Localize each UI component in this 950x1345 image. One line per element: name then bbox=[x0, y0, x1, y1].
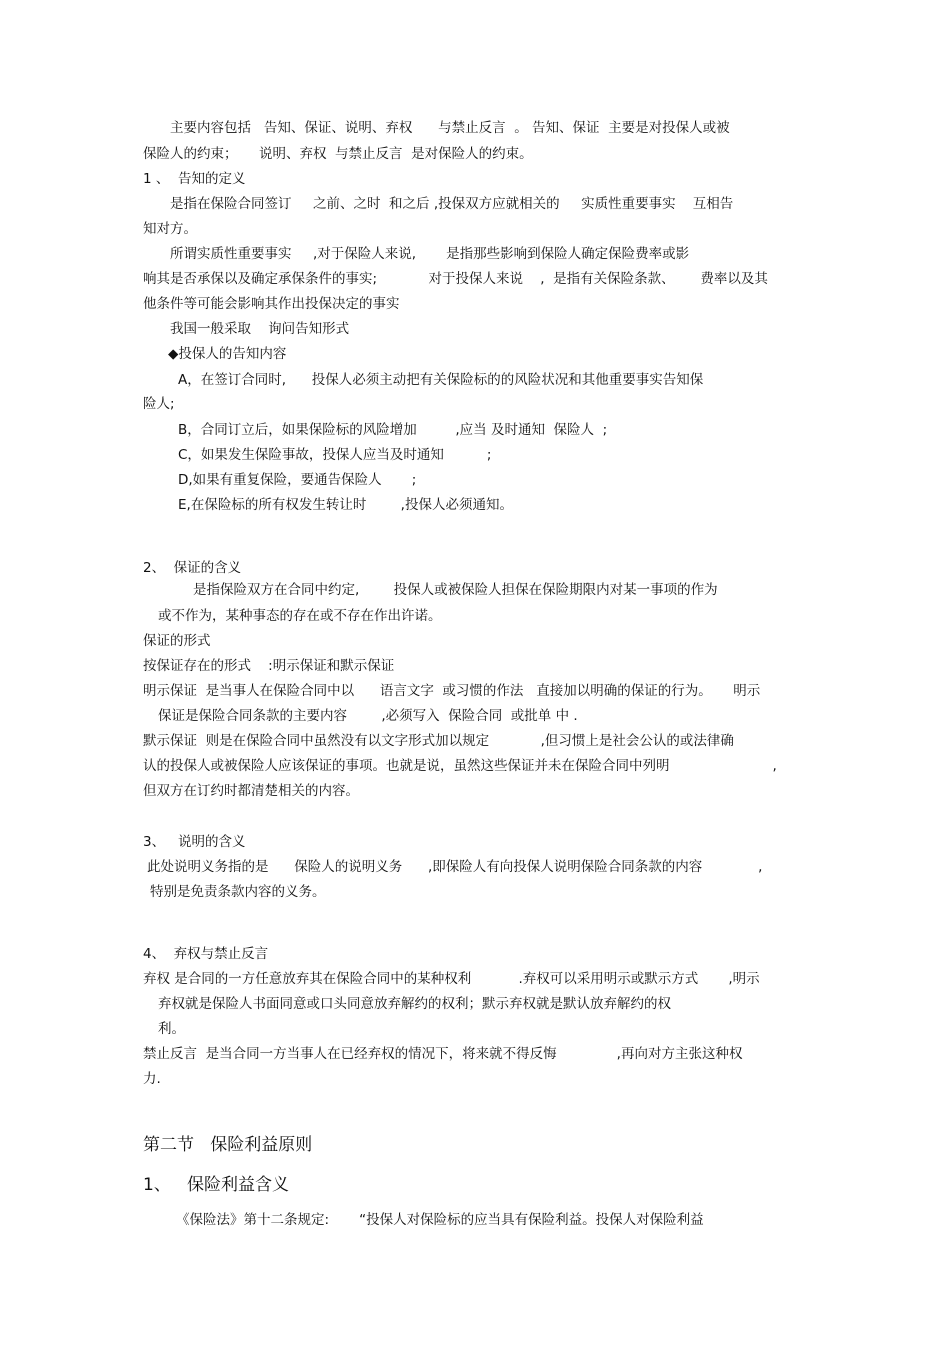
section-heading: 4、 弃权与禁止反言 bbox=[143, 946, 269, 962]
paragraph-line: 他条件等可能会影响其作出投保决定的事实 bbox=[143, 296, 400, 312]
paragraph-line: 是指保险双方在合同中约定, 投保人或被保险人担保在保险期限内对某一事项的作为 bbox=[193, 582, 718, 598]
list-item: E,在保险标的所有权发生转让时 ,投保人必须通知。 bbox=[178, 497, 513, 513]
paragraph-line: 知对方。 bbox=[143, 221, 197, 237]
paragraph-line: 此处说明义务指的是 保险人的说明义务 ,即保险人有向投保人说明保险合同条款的内容 , bbox=[147, 859, 763, 875]
list-item: C，如果发生保险事故，投保人应当及时通知 ; bbox=[178, 447, 492, 463]
paragraph-line: 或不作为，某种事态的存在或不存在作出许诺。 bbox=[158, 608, 442, 624]
list-item: D,如果有重复保险，要通告保险人 ; bbox=[178, 472, 417, 488]
list-item: A，在签订合同时, 投保人必须主动把有关保险标的的风险状况和其他重要事实告知保 bbox=[178, 372, 704, 388]
paragraph-line: 弃权 是合同的一方任意放弃其在保险合同中的某种权利 .弃权可以采用明示或默示方式 ,明示 bbox=[143, 971, 760, 987]
paragraph-line: 保证的形式 bbox=[143, 633, 211, 649]
paragraph-line: 我国一般采取 询问告知形式 bbox=[170, 321, 350, 337]
list-item: B，合同订立后，如果保险标的风险增加 ,应当 及时通知 保险人 ; bbox=[178, 422, 608, 438]
paragraph-line: 《保险法》第十二条规定: “投保人对保险标的应当具有保险利益。投保人对保险利益 bbox=[176, 1212, 704, 1228]
list-item: 险人; bbox=[143, 396, 175, 412]
section-heading: 3、 说明的含义 bbox=[143, 834, 246, 850]
paragraph-line: 但双方在订约时都清楚相关的内容。 bbox=[143, 783, 359, 799]
subheading: ◆投保人的告知内容 bbox=[168, 346, 287, 362]
paragraph-line: 利。 bbox=[158, 1021, 185, 1037]
paragraph-line: 禁止反言 是当合同一方当事人在已经弃权的情况下，将来就不得反悔 ,再向对方主张这种权 bbox=[143, 1046, 743, 1062]
paragraph-line: 按保证存在的形式 :明示保证和默示保证 bbox=[143, 658, 395, 674]
paragraph-line: 保险人的约束； 说明、弃权 与禁止反言 是对保险人的约束。 bbox=[143, 146, 533, 162]
paragraph-line: 响其是否承保以及确定承保条件的事实; 对于投保人来说 , 是指有关保险条款、 费率以及其 bbox=[143, 271, 768, 287]
paragraph-line: 保证是保险合同条款的主要内容 ,必须写入 保险合同 或批单 中 . bbox=[158, 708, 578, 724]
section-heading: 1 、 告知的定义 bbox=[143, 171, 246, 187]
paragraph-line: 明示保证 是当事人在保险合同中以 语言文字 或习惯的作法 直接加以明确的保证的行为。 明示 bbox=[143, 683, 761, 699]
paragraph-line: 特别是免责条款内容的义务。 bbox=[150, 884, 326, 900]
paragraph-line: 认的投保人或被保险人应该保证的事项。也就是说，虽然这些保证并未在保险合同中列明 , bbox=[143, 758, 777, 774]
paragraph-line: 所谓实质性重要事实 ,对于保险人来说, 是指那些影响到保险人确定保险费率或影 bbox=[170, 246, 690, 262]
section-heading: 1、 保险利益含义 bbox=[143, 1175, 290, 1195]
section-heading: 2、 保证的含义 bbox=[143, 560, 242, 576]
paragraph-line: 默示保证 则是在保险合同中虽然没有以文字形式加以规定 ,但习惯上是社会公认的或法律确 bbox=[143, 733, 734, 749]
paragraph-line: 弃权就是保险人书面同意或口头同意放弃解约的权利；默示弃权就是默认放弃解约的权 bbox=[158, 996, 671, 1012]
paragraph-line: 是指在保险合同签订 之前、之时 和之后 ,投保双方应就相关的 实质性重要事实 互相告 bbox=[170, 196, 734, 212]
paragraph-line: 主要内容包括 告知、保证、说明、弃权 与禁止反言 。 告知、保证 主要是对投保人或被 bbox=[170, 120, 730, 136]
chapter-heading: 第二节 保险利益原则 bbox=[143, 1135, 313, 1155]
paragraph-line: 力. bbox=[143, 1071, 161, 1087]
